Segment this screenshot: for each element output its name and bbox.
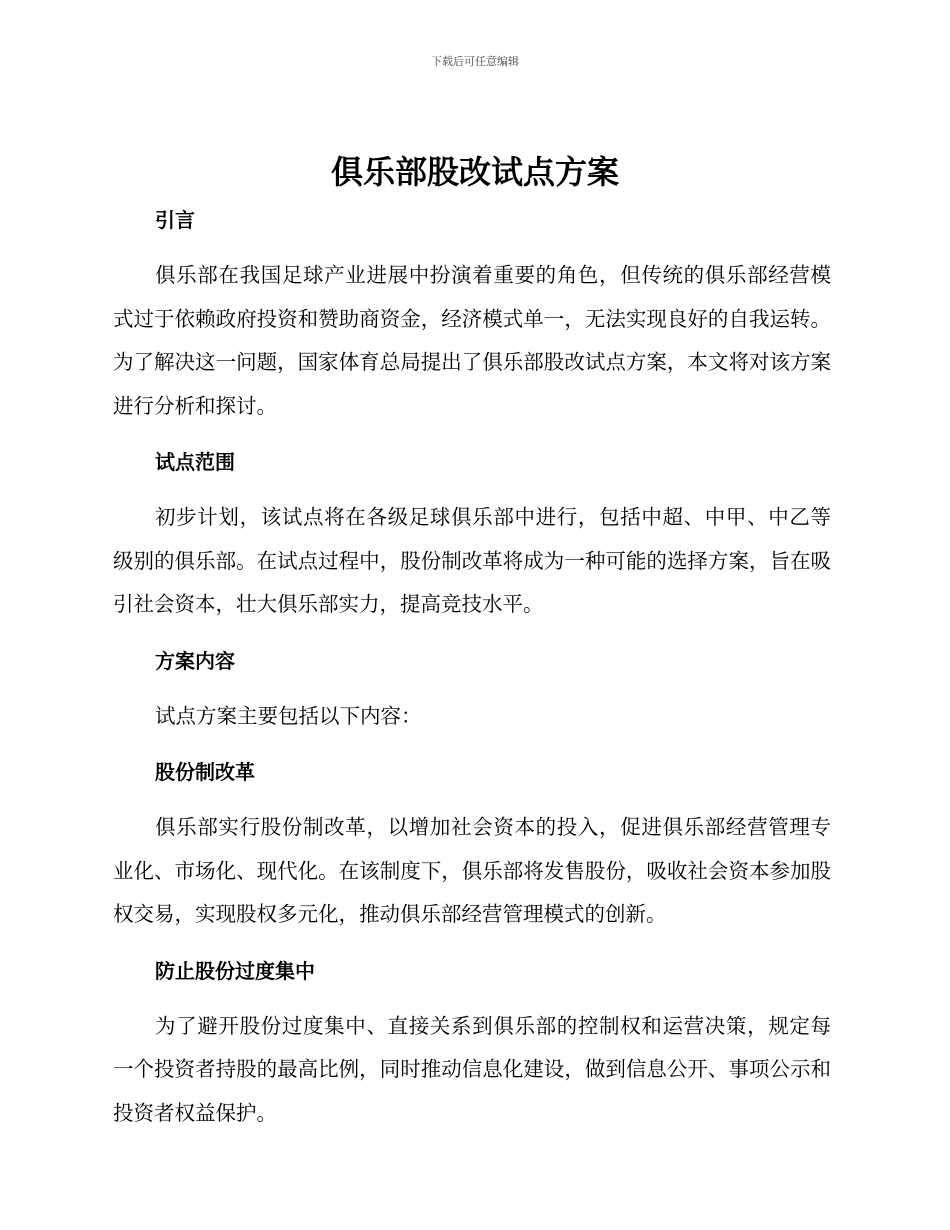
page-header-note: 下载后可任意编辑 (431, 55, 519, 68)
document-body (113, 200, 831, 1135)
section-paragraph: 俱乐部实行股份制改革，以增加社会资本的投入，促进俱乐部经营管理专业化、市场化、现代化。在该制度下，俱乐部将发售股份，吸收社会资本参加股权交易，实现股权多元化，推动俱乐部经营管理模式的创新。 (113, 815, 831, 926)
section-heading-shareholding-reform: 股份制改革 (155, 760, 255, 784)
section-heading-pilot-scope: 试点范围 (155, 450, 235, 474)
document-title: 俱乐部股改试点方案 (330, 153, 619, 191)
section-paragraph: 初步计划，该试点将在各级足球俱乐部中进行，包括中超、中甲、中乙等级别的俱乐部。在试点过程中，股份制改革将成为一种可能的选择方案，旨在吸引社会资本，壮大俱乐部实力，提高竞技水平。 (113, 505, 831, 616)
section-heading-plan-content: 方案内容 (155, 648, 235, 673)
section-heading-prevent-concentration: 防止股份过度集中 (155, 958, 315, 983)
section-paragraph: 俱乐部在我国足球产业进展中扮演着重要的角色，但传统的俱乐部经营模式过于依赖政府投资和赞助商资金，经济模式单一，无法实现良好的自我运转。为了解决这一问题，国家体育总局提出了俱乐部股改试点方案，本文将对该方案进行分析和探讨。 (113, 263, 831, 418)
section-heading-introduction: 引言 (155, 208, 195, 232)
section-paragraph: 为了避开股份过度集中、直接关系到俱乐部的控制权和运营决策，规定每一个投资者持股的最高比例，同时推动信息化建设，做到信息公开、事项公示和投资者权益保护。 (113, 1013, 831, 1125)
section-paragraph: 试点方案主要包括以下内容： (155, 703, 422, 728)
